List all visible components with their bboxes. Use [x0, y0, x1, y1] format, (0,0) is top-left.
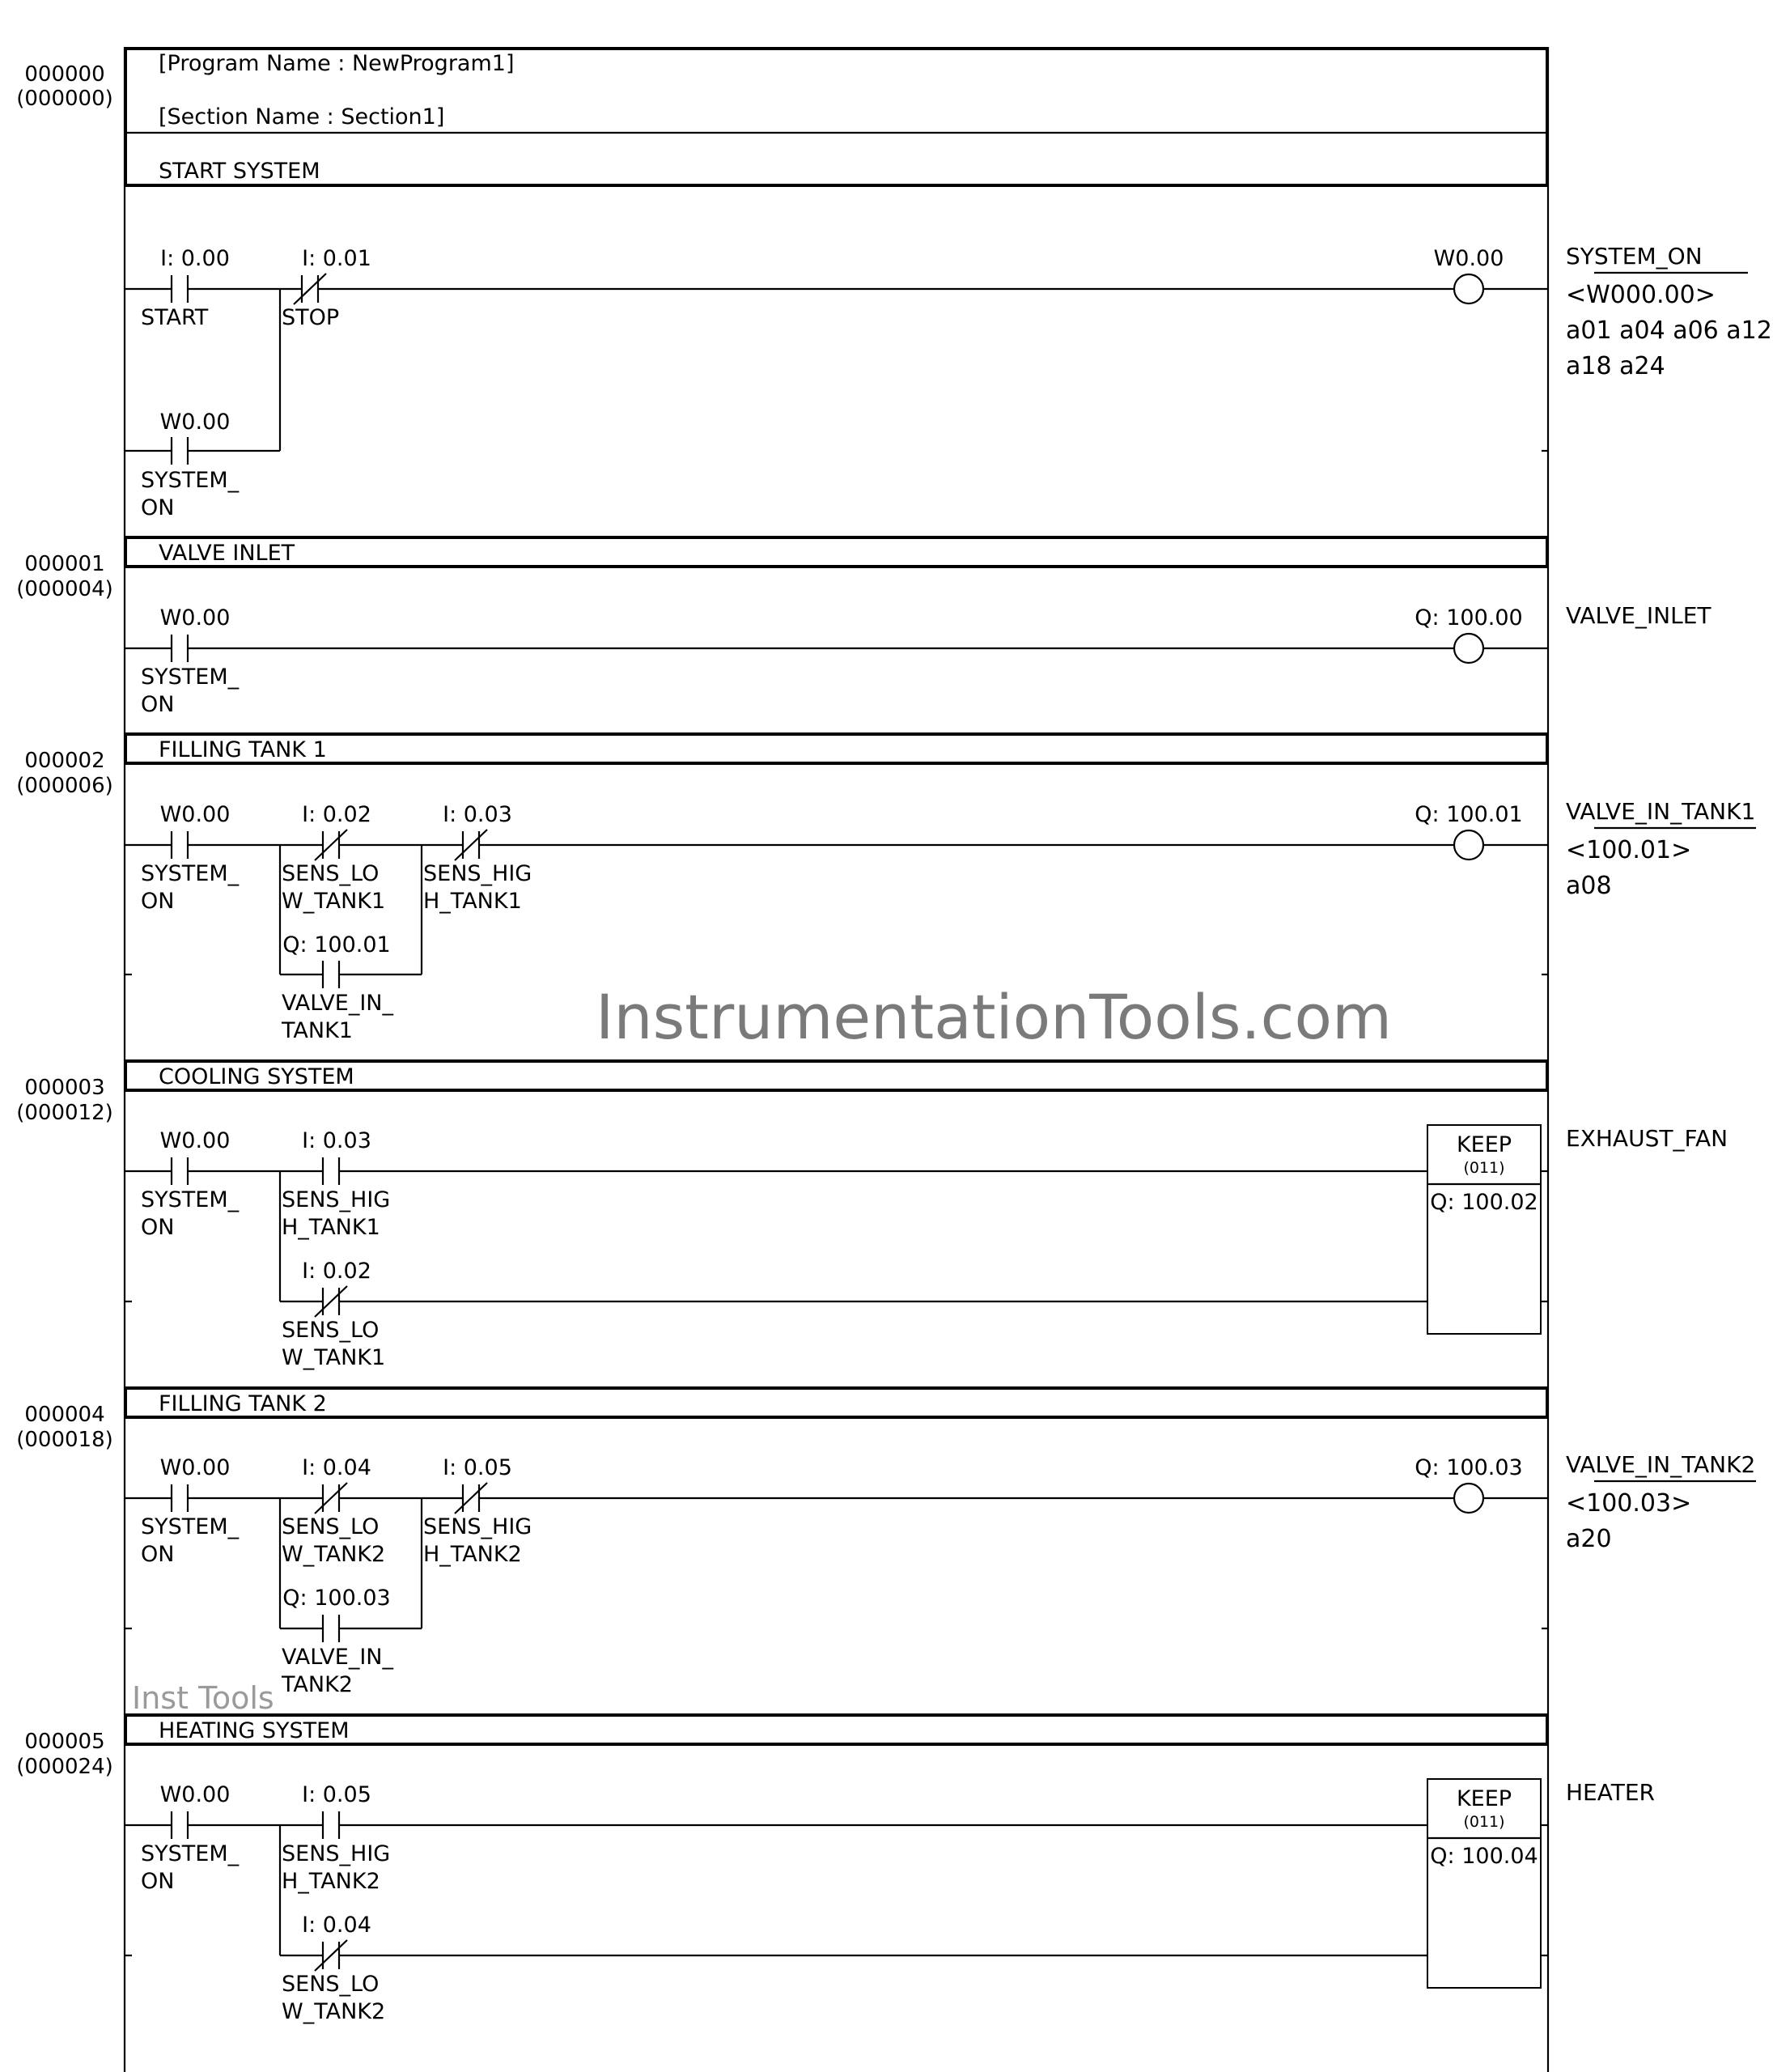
- contact-label: ON: [141, 1869, 175, 1894]
- contact-label: TANK1: [282, 1018, 353, 1043]
- cross-references: a20: [1566, 1525, 1612, 1553]
- contact-label: SYSTEM_: [141, 1841, 240, 1866]
- rung-number: 000002: [24, 749, 105, 773]
- contact-label: SYSTEM_: [141, 664, 240, 690]
- output-name: HEATER: [1566, 1779, 1655, 1806]
- output-name: VALVE_INLET: [1566, 602, 1711, 629]
- output-coil: [1454, 1484, 1483, 1513]
- function-code: (011): [1463, 1813, 1505, 1831]
- function-name: KEEP: [1456, 1132, 1512, 1157]
- contact-label: SYSTEM_: [141, 468, 240, 493]
- contact-label: W_TANK1: [282, 889, 386, 914]
- contact-label: SENS_HIG: [423, 1514, 532, 1539]
- step-number: (000000): [16, 87, 113, 111]
- contact-label: START: [141, 305, 209, 330]
- contact-label: ON: [141, 1215, 175, 1240]
- contact-address: I: 0.05: [443, 1455, 512, 1480]
- rung-5[interactable]: [16, 1715, 1655, 2024]
- contact-label: TANK2: [282, 1672, 353, 1697]
- contact-label: SYSTEM_: [141, 1514, 240, 1539]
- contact-label: ON: [141, 1542, 175, 1567]
- contact-address: I: 0.05: [302, 1782, 371, 1807]
- contact-address: I: 0.04: [302, 1455, 371, 1480]
- rung-comment: COOLING SYSTEM: [159, 1064, 354, 1089]
- program-header: [16, 49, 1547, 185]
- contact-label: H_TANK1: [282, 1215, 380, 1240]
- rung-comment: VALVE INLET: [159, 541, 295, 566]
- output-name: VALVE_IN_TANK2: [1566, 1451, 1756, 1478]
- contact-address: W0.00: [159, 1782, 231, 1807]
- step-number: (000004): [16, 577, 113, 601]
- function-operand: Q: 100.04: [1430, 1844, 1538, 1869]
- output-coil: [1454, 634, 1483, 663]
- rung-comment: FILLING TANK 1: [159, 737, 327, 762]
- cross-references: a08: [1566, 872, 1612, 900]
- contact-label: W_TANK1: [282, 1345, 386, 1370]
- cross-references: a18 a24: [1566, 352, 1665, 380]
- rung-0[interactable]: [125, 243, 1772, 520]
- rung-3[interactable]: [16, 1061, 1728, 1370]
- output-address: <100.01>: [1566, 836, 1692, 864]
- contact-label: W_TANK2: [282, 1542, 386, 1567]
- rung-number: 000000: [24, 62, 105, 87]
- contact-address: I: 0.03: [302, 1128, 371, 1153]
- contact-label: SENS_HIG: [282, 1841, 391, 1866]
- watermark-main: InstrumentationTools.com: [596, 981, 1392, 1053]
- section-name: [Section Name : Section1]: [159, 104, 445, 130]
- contact-address: W0.00: [159, 410, 231, 435]
- output-address: <100.03>: [1566, 1489, 1692, 1518]
- contact-label: SENS_LO: [282, 861, 380, 886]
- cross-references: a01 a04 a06 a12: [1566, 316, 1772, 345]
- contact-address: I: 0.02: [302, 1259, 371, 1284]
- rung-comment-box: [125, 734, 1547, 763]
- program-name: [Program Name : NewProgram1]: [159, 51, 515, 76]
- coil-address: Q: 100.01: [1415, 802, 1523, 827]
- step-number: (000024): [16, 1755, 113, 1779]
- step-number: (000018): [16, 1428, 113, 1452]
- function-operand: Q: 100.02: [1430, 1190, 1538, 1215]
- rung-comment: HEATING SYSTEM: [159, 1718, 350, 1743]
- contact-label: SYSTEM_: [141, 1187, 240, 1212]
- contact-address: I: 0.02: [302, 802, 371, 827]
- rung-1[interactable]: [16, 537, 1711, 717]
- contact-address: I: 0.03: [443, 802, 512, 827]
- rung-number: 000005: [24, 1730, 105, 1754]
- rung-comment-box: [125, 537, 1547, 567]
- rung-4[interactable]: [16, 1388, 1756, 1697]
- contact-address: W0.00: [159, 605, 231, 631]
- contact-address: W0.00: [159, 802, 231, 827]
- rung-number: 000003: [24, 1076, 105, 1100]
- output-name: VALVE_IN_TANK1: [1566, 798, 1756, 825]
- step-number: (000012): [16, 1101, 113, 1125]
- output-coil: [1454, 274, 1483, 304]
- contact-label: SYSTEM_: [141, 861, 240, 886]
- rung-comment: START SYSTEM: [159, 159, 320, 184]
- output-address: <W000.00>: [1566, 281, 1716, 309]
- output-coil: [1454, 830, 1483, 860]
- coil-address: Q: 100.00: [1415, 605, 1523, 631]
- contact-label: SENS_HIG: [423, 861, 532, 886]
- coil-address: W0.00: [1433, 246, 1504, 271]
- output-name: EXHAUST_FAN: [1566, 1125, 1728, 1152]
- step-number: (000006): [16, 774, 113, 798]
- contact-address: W0.00: [159, 1128, 231, 1153]
- contact-label: ON: [141, 692, 175, 717]
- contact-address: Q: 100.03: [282, 1586, 391, 1611]
- contact-label: SENS_LO: [282, 1514, 380, 1539]
- contact-address: I: 0.01: [302, 246, 371, 271]
- contact-label: H_TANK2: [282, 1869, 380, 1894]
- contact-label: H_TANK2: [423, 1542, 522, 1567]
- rung-comment: FILLING TANK 2: [159, 1391, 327, 1416]
- contact-label: SENS_LO: [282, 1318, 380, 1343]
- rung-comment-box: [125, 1388, 1547, 1417]
- output-name: SYSTEM_ON: [1566, 243, 1703, 270]
- coil-address: Q: 100.03: [1415, 1455, 1523, 1480]
- contact-address: I: 0.00: [160, 246, 230, 271]
- contact-label: VALVE_IN_: [282, 1645, 393, 1670]
- contact-label: SENS_HIG: [282, 1187, 391, 1212]
- contact-label: W_TANK2: [282, 1999, 386, 2024]
- contact-address: I: 0.04: [302, 1913, 371, 1938]
- contact-label: STOP: [282, 305, 340, 330]
- function-code: (011): [1463, 1159, 1505, 1177]
- contact-address: Q: 100.01: [282, 932, 391, 957]
- function-name: KEEP: [1456, 1786, 1512, 1811]
- rung-number: 000004: [24, 1403, 105, 1427]
- watermark-small: Inst Tools: [132, 1680, 274, 1716]
- contact-label: ON: [141, 495, 175, 520]
- contact-label: SENS_LO: [282, 1972, 380, 1997]
- rung-number: 000001: [24, 552, 105, 576]
- contact-address: W0.00: [159, 1455, 231, 1480]
- contact-label: ON: [141, 889, 175, 914]
- contact-label: VALVE_IN_: [282, 991, 393, 1016]
- contact-label: H_TANK1: [423, 889, 522, 914]
